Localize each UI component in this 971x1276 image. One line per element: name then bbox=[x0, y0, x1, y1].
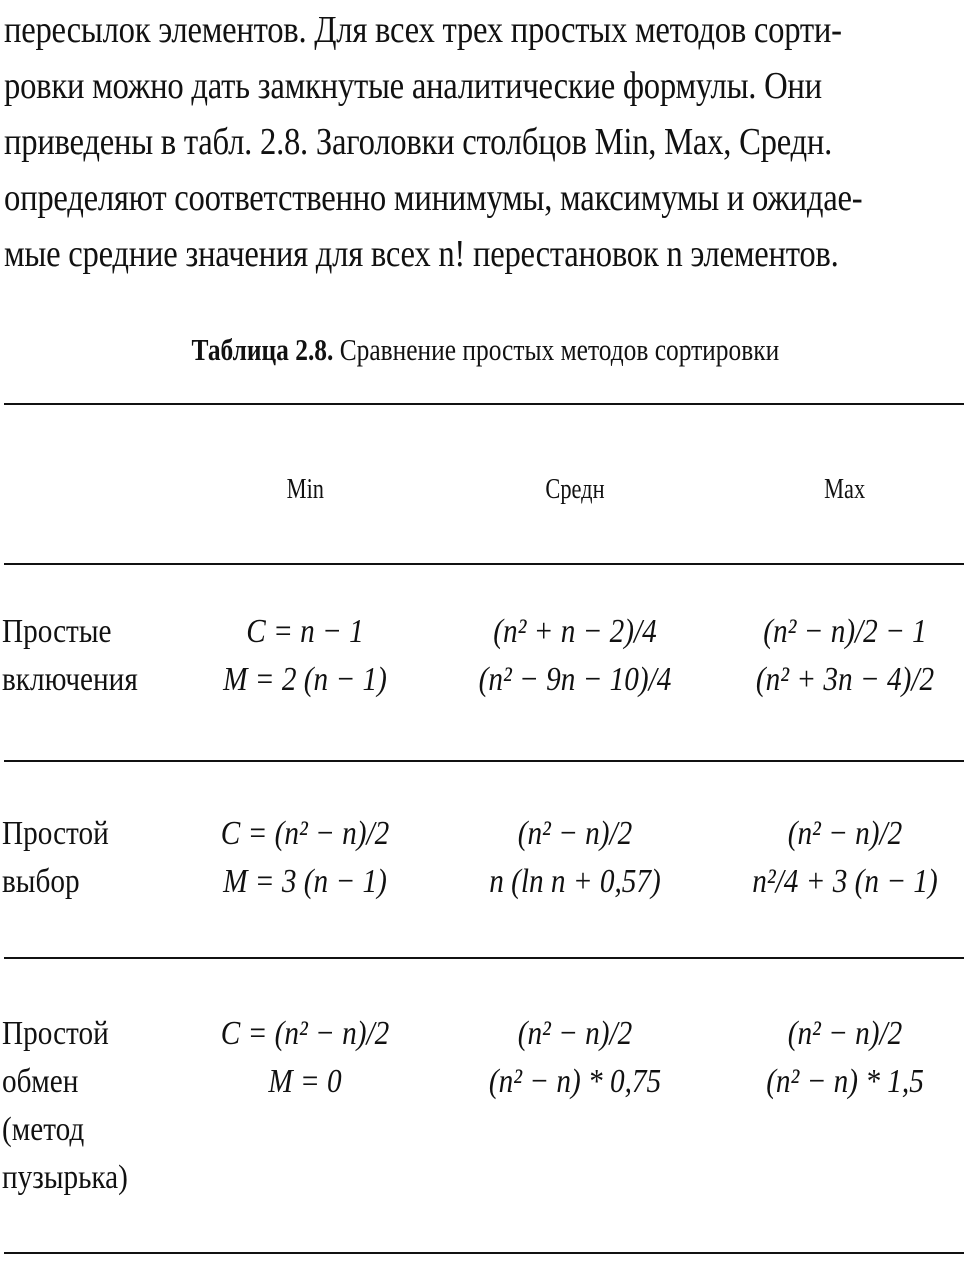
header-min: Min bbox=[286, 474, 324, 505]
cell-selection-min: C = (n² − n)/2 M = 3 (n − 1) bbox=[220, 815, 390, 900]
cell-insertion-min: C = n − 1 M = 2 (n − 1) bbox=[223, 613, 387, 698]
table-bottom-rule bbox=[4, 1252, 964, 1254]
paragraph-line: мые средние значения для всех n! перестановок n элементов. bbox=[4, 233, 839, 275]
paragraph-line: приведены в табл. 2.8. Заголовки столбцов Min, Max, Средн. bbox=[4, 121, 833, 163]
cell-bubble-max: (n² − n)/2 (n² − n) * 1,5 bbox=[766, 1015, 924, 1100]
header-rule bbox=[4, 563, 964, 565]
cell-insertion-max: (n² − n)/2 − 1 (n² + 3n − 4)/2 bbox=[755, 613, 935, 698]
header-max: Max bbox=[824, 474, 866, 505]
paragraph-line: ровки можно дать замкнутые аналитические формулы. Они bbox=[4, 65, 822, 107]
row-rule bbox=[4, 957, 964, 959]
row-rule bbox=[4, 760, 964, 762]
paragraph-line: определяют соответственно минимумы, максимумы и ожидае- bbox=[4, 177, 863, 219]
cell-insertion-avg: (n² + n − 2)/4 (n² − 9n − 10)/4 bbox=[478, 613, 672, 698]
cell-bubble-avg: (n² − n)/2 (n² − n) * 0,75 bbox=[488, 1015, 662, 1100]
cell-selection-avg: (n² − n)/2 n (ln n + 0,57) bbox=[489, 815, 661, 900]
row-name-bubble: Простой обмен (метод пузырька) bbox=[2, 1015, 128, 1196]
table-caption-text: Сравнение простых методов сортировки bbox=[339, 332, 780, 367]
table-caption bbox=[0, 332, 971, 368]
table-caption-label: Таблица 2.8. bbox=[191, 332, 334, 367]
table-top-rule bbox=[4, 403, 964, 405]
row-name-selection: Простой выбор bbox=[2, 815, 109, 900]
cell-selection-max: (n² − n)/2 n²/4 + 3 (n − 1) bbox=[752, 815, 938, 900]
header-avg: Средн bbox=[545, 474, 605, 505]
cell-bubble-min: C = (n² − n)/2 M = 0 bbox=[220, 1015, 390, 1100]
paragraph-line: пересылок элементов. Для всех трех простых методов сорти- bbox=[4, 9, 842, 51]
row-name-insertion: Простые включения bbox=[2, 613, 138, 698]
intro-paragraph bbox=[4, 2, 962, 282]
